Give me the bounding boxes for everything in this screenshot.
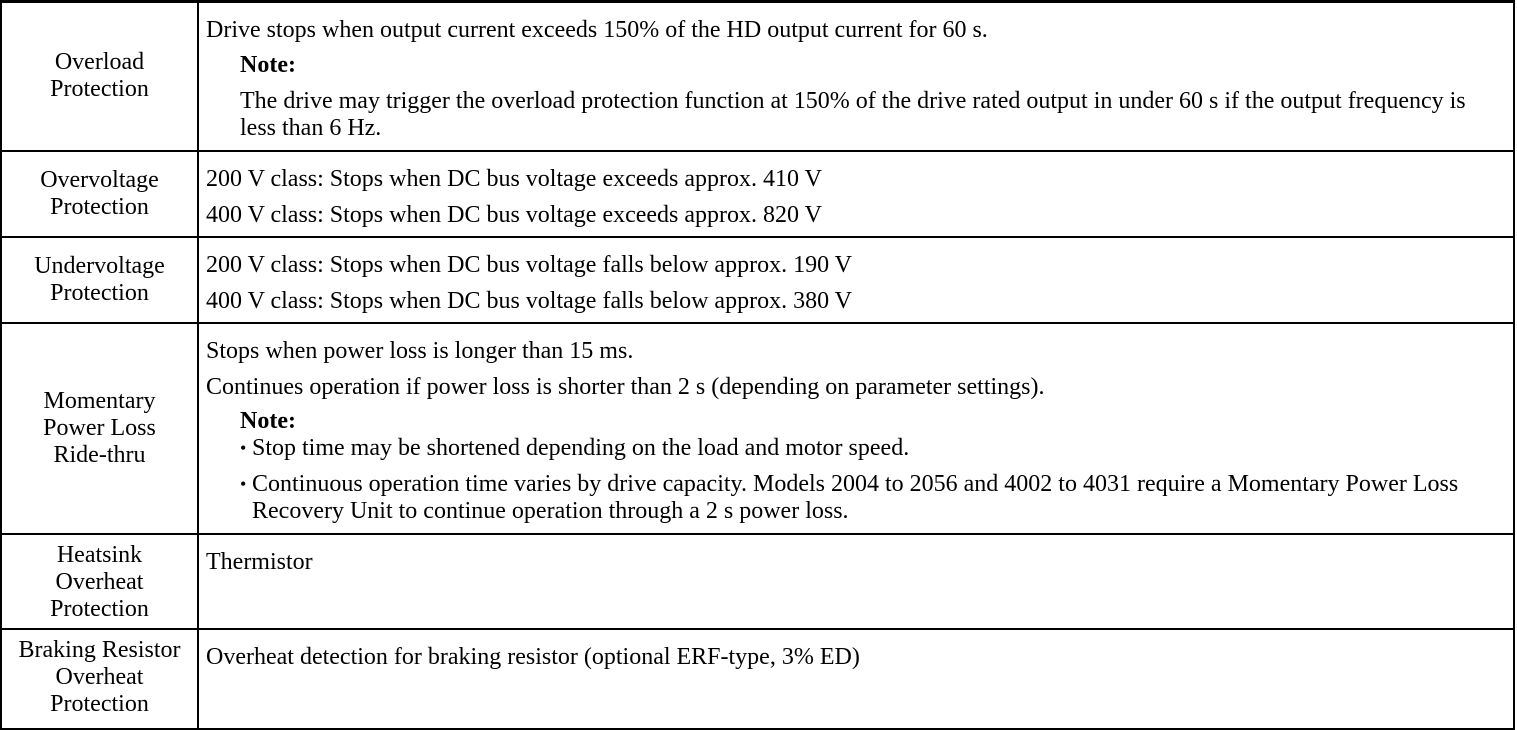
spec-name-line: Power Loss [43, 414, 156, 441]
spec-description-cell [198, 534, 1514, 629]
spec-name-line: Braking Resistor [18, 636, 181, 663]
spec-name-cell [1, 323, 198, 534]
spec-name-cell [1, 237, 198, 323]
spec-name-line: Ride-thru [53, 441, 146, 468]
note-bullet-text: Stop time may be shortened depending on the load and motor speed. [252, 434, 910, 461]
spec-description-line: Thermistor [206, 548, 313, 575]
note-title: Note: [240, 407, 296, 434]
spec-description-line: 200 V class: Stops when DC bus voltage falls below approx. 190 V [206, 251, 852, 278]
spec-description-cell [198, 2, 1514, 151]
table-row [1, 534, 1514, 629]
spec-description-cell [198, 237, 1514, 323]
spec-name-cell [1, 151, 198, 237]
spec-description-line: Stops when power loss is longer than 15 ms. [206, 337, 634, 364]
spec-name-cell [1, 2, 198, 151]
spec-name-line: Momentary [43, 387, 156, 414]
table-row [1, 237, 1514, 323]
table-row [1, 2, 1514, 151]
spec-name-cell [1, 629, 198, 729]
spec-name-line: Protection [50, 193, 149, 220]
table-row [1, 151, 1514, 237]
spec-name-line: Overload [54, 49, 145, 76]
note-bullet-text: Continuous operation time varies by drive capacity. Models 2004 to 2056 and 4002 to 4031 require a Momentary Power Loss Recovery Unit to continue operation through a 2 s power loss. [252, 470, 1459, 524]
spec-name-line: Heatsink [56, 541, 143, 568]
spec-name-cell [1, 534, 198, 629]
spec-description-line: 400 V class: Stops when DC bus voltage falls below approx. 380 V [206, 287, 852, 314]
spec-name-line: Overheat [55, 568, 144, 595]
spec-description-line: Drive stops when output current exceeds 150% of the HD output current for 60 s. [206, 17, 988, 43]
note-body: The drive may trigger the overload protection function at 150% of the drive rated output in under 60 s if the output frequency is less than 6 Hz. [240, 88, 1466, 141]
spec-description-line: Overheat detection for braking resistor (optional ERF-type, 3% ED) [206, 643, 860, 670]
note-bullet-item [240, 435, 1505, 462]
table-row [1, 629, 1514, 729]
spec-description-cell [198, 151, 1514, 237]
note-bullet-list [240, 435, 1505, 525]
spec-description-cell [198, 629, 1514, 729]
spec-name-line: Protection [50, 690, 149, 717]
bullet-icon: • [240, 437, 247, 458]
spec-name-line: Overvoltage [40, 166, 159, 193]
note-bullet-item [240, 471, 1505, 525]
spec-name-line: Protection [50, 595, 149, 622]
bullet-icon: • [240, 473, 247, 494]
spec-name-line: Protection [50, 279, 149, 306]
spec-description-cell [198, 323, 1514, 534]
spec-name-line: Undervoltage [34, 252, 165, 279]
table-row [1, 323, 1514, 534]
spec-name-line: Protection [50, 76, 149, 103]
spec-description-line: 200 V class: Stops when DC bus voltage exceeds approx. 410 V [206, 165, 822, 192]
spec-description-line: 400 V class: Stops when DC bus voltage exceeds approx. 820 V [206, 201, 822, 228]
note-title: Note: [240, 52, 296, 78]
spec-name-line: Overheat [55, 663, 144, 690]
spec-description-line: Continues operation if power loss is shorter than 2 s (depending on parameter settings). [206, 373, 1045, 400]
